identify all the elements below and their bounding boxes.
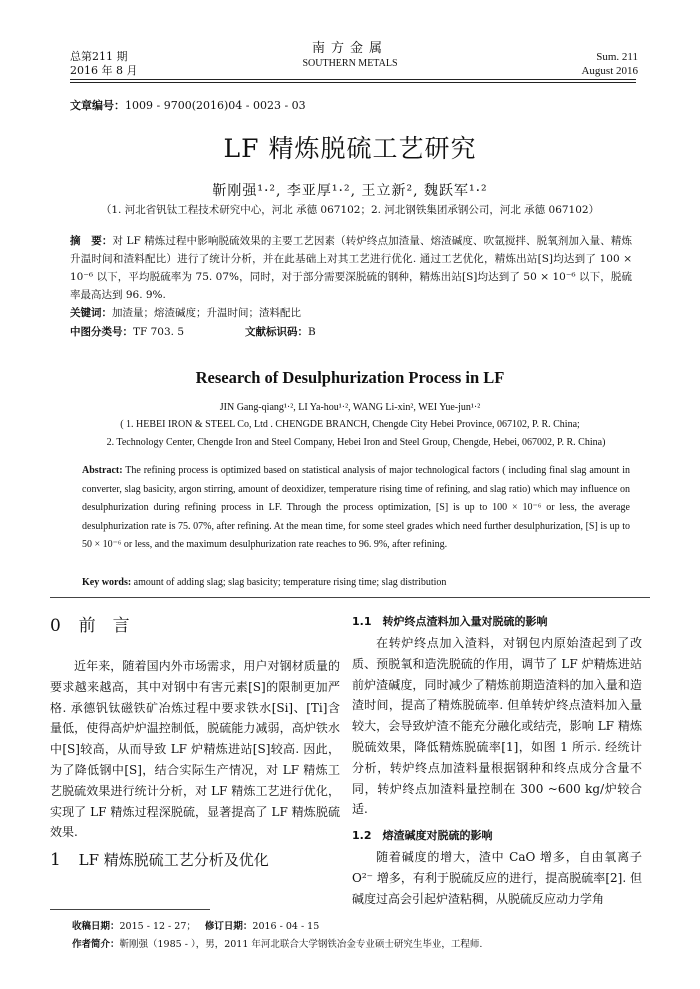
authors-en: JIN Gang-qiang¹·², LI Ya-hou¹·², WANG Li-xin², WEI Yue-jun¹·² xyxy=(219,402,481,413)
keywords-cn-label: 关键词： xyxy=(70,307,112,319)
received-date: 2015 - 12 - 27； xyxy=(119,921,196,932)
author-bio: 靳刚强（1985 - ），男，2011 年河北联合大学钢铁冶金专业硕士研究生毕业，工程师. xyxy=(119,939,483,950)
keywords-cn xyxy=(70,305,301,320)
keywords-en-label: Key words: xyxy=(82,577,132,588)
revised-label: 修订日期： xyxy=(204,921,253,932)
footnote-dates xyxy=(72,918,319,932)
section-0-title: 前 言 xyxy=(78,616,130,636)
issue-date: 2016 年 8 月 xyxy=(70,64,138,77)
abstract-en-text: The refining process is optimized based on statistical analysis of major technological factors ( including final slag amount in converter, slag basicity, argon stirring, amount of deoxidizer, temperature rising time of refining, and slag ratio) which may influence on desulphurization during refining process in LF. Through the process optimization, [S] is up to 100 × 10⁻⁶ or less, the average desulphurization rate is 75. 07%, after refining. At the mean time, for some steel grades which need further desulphurization, [S] is up to 50 × 10⁻⁶ or less, and the maximum desulphurization rate reaches to 96. 9%, after refining. xyxy=(82,465,630,550)
paper-title-en: Research of Desulphurization Process in LF xyxy=(195,368,505,387)
section-1-2-heading: 1.2 熔渣碱度对脱硫的影响 xyxy=(352,829,493,842)
abstract-cn xyxy=(70,232,632,304)
abstract-cn-text: 对 LF 精炼过程中影响脱硫效果的主要工艺因素（转炉终点加渣量、熔渣碱度、吹氩搅拌、脱氧剂加入量、精炼升温时间和渣料配比）进行了统计分析，并在此基础上对其工艺进行优化. 通过工艺优化，精炼出站[S]均达到了 100 × 10⁻⁶ 以下，平均脱硫率为 75. 07%，同时，对于部分需要深脱硫的钢种，精炼出站[S]均达到了 50 × 10⁻⁶ 以下，脱硫率最高达到 96. 9%. xyxy=(70,235,633,301)
issue-number-en: Sum. 211 xyxy=(596,51,638,63)
section-0-heading xyxy=(50,616,340,638)
section-divider xyxy=(50,597,650,598)
journal-name-en: SOUTHERN METALS xyxy=(302,58,398,69)
document-code xyxy=(245,324,316,339)
section-1-heading xyxy=(50,850,340,872)
article-number xyxy=(70,97,306,113)
section-1-2-paragraph: 随着碱度的增大，渣中 CaO 增多，自由氧离子 O²⁻ 增多，有利于脱硫反应的进行，提高脱硫率[2]. 但碱度过高会引起炉渣粘稠，从脱硫反应动力学角 xyxy=(352,850,642,906)
classification-label: 中图分类号： xyxy=(70,326,133,338)
section-0-number: 0 xyxy=(50,616,61,636)
abstract-en xyxy=(82,462,630,555)
document-code-label: 文献标识码： xyxy=(245,326,308,338)
footnote-author xyxy=(72,936,482,950)
received-label: 收稿日期： xyxy=(72,921,120,932)
section-1-1-paragraph: 在转炉终点加入渣料，对钢包内原始渣起到了改质、预脱氧和造洗脱硫的作用，调节了 LF 炉精炼进站前炉渣碱度，同时减少了精炼前期造渣料的加入量和造渣时间，提高了精炼脱硫率. 但单转炉终点渣料加入量较大，会导致炉渣不能充分融化或结壳，影响 LF 精炼脱硫效果，降低精炼脱硫率[1]，如图 1 所示. 经统计分析，转炉终点加渣料量根据钢种和终点成分含量不同，转炉终点加渣料量控制在 300 ~600 kg/炉较合适. xyxy=(352,636,642,817)
issue-number: 总第211 期 xyxy=(70,50,128,63)
affiliation-en-1: ( 1. HEBEI IRON & STEEL Co, Ltd . CHENGDE BRANCH, Chengde City Hebei Province, 067102, P. R. China; xyxy=(120,419,580,430)
revised-date: 2016 - 04 - 15 xyxy=(252,921,320,932)
article-number-value: 1009 - 9700(2016)04 - 0023 - 03 xyxy=(125,99,306,112)
paper-title-cn: LF 精炼脱硫工艺研究 xyxy=(223,134,477,163)
header-rule-thin xyxy=(70,82,636,83)
affiliation-cn: （1. 河北省钒钛工程技术研究中心，河北 承德 067102；2. 河北钢铁集团承钢公司，河北 承德 067102） xyxy=(100,204,600,216)
classification-value: TF 703. 5 xyxy=(133,326,185,338)
footnote-rule xyxy=(50,909,210,910)
keywords-cn-text: 加渣量；熔渣碱度；升温时间；渣料配比 xyxy=(112,307,301,319)
keywords-en-text: amount of adding slag; slag basicity; temperature rising time; slag distribution xyxy=(133,577,447,588)
section-1-1-heading: 1.1 转炉终点渣料加入量对脱硫的影响 xyxy=(352,615,548,628)
section-1-number: 1 xyxy=(50,850,61,870)
article-number-label: 文章编号： xyxy=(70,99,125,112)
document-code-value: B xyxy=(308,326,316,338)
issue-date-en: August 2016 xyxy=(581,65,638,77)
author-bio-label: 作者简介： xyxy=(72,939,120,950)
affiliation-en-2: 2. Technology Center, Chengde Iron and Steel Company, Hebei Iron and Steel Group, Chengde, Hebei, 067002, P. R. China) xyxy=(106,437,606,448)
journal-name-cn: 南方金属 xyxy=(311,41,388,56)
keywords-en xyxy=(82,577,446,588)
section-0-paragraph: 近年来，随着国内外市场需求，用户对钢材质量的要求越来越高，其中对钢中有害元素[S]的限制更加严格. 承德钒钛磁铁矿冶炼过程中要求铁水[Si]、[Ti]含量低，使得高炉炉温控制低，脱硫能力减弱，高炉铁水中[S]较高，从而导致 LF 炉精炼进站[S]较高. 因此，为了降低钢中[S]，结合实际生产情况，对 LF 精炼工艺脱硫效果进行统计分析，对 LF 精炼工艺进行优化，实现了 LF 精炼过程深脱硫，显著提高了 LF 精炼脱硫效果. xyxy=(50,659,340,840)
running-header-right xyxy=(581,50,638,78)
classification-number xyxy=(70,324,184,339)
section-1-title: LF 精炼脱硫工艺分析及优化 xyxy=(78,851,269,869)
abstract-cn-label: 摘 要： xyxy=(70,235,113,247)
abstract-en-label: Abstract: xyxy=(82,465,123,476)
authors-cn: 靳刚强¹·², 李亚厚¹·², 王立新², 魏跃军¹·² xyxy=(212,183,488,199)
header-rule-thick xyxy=(70,79,636,80)
